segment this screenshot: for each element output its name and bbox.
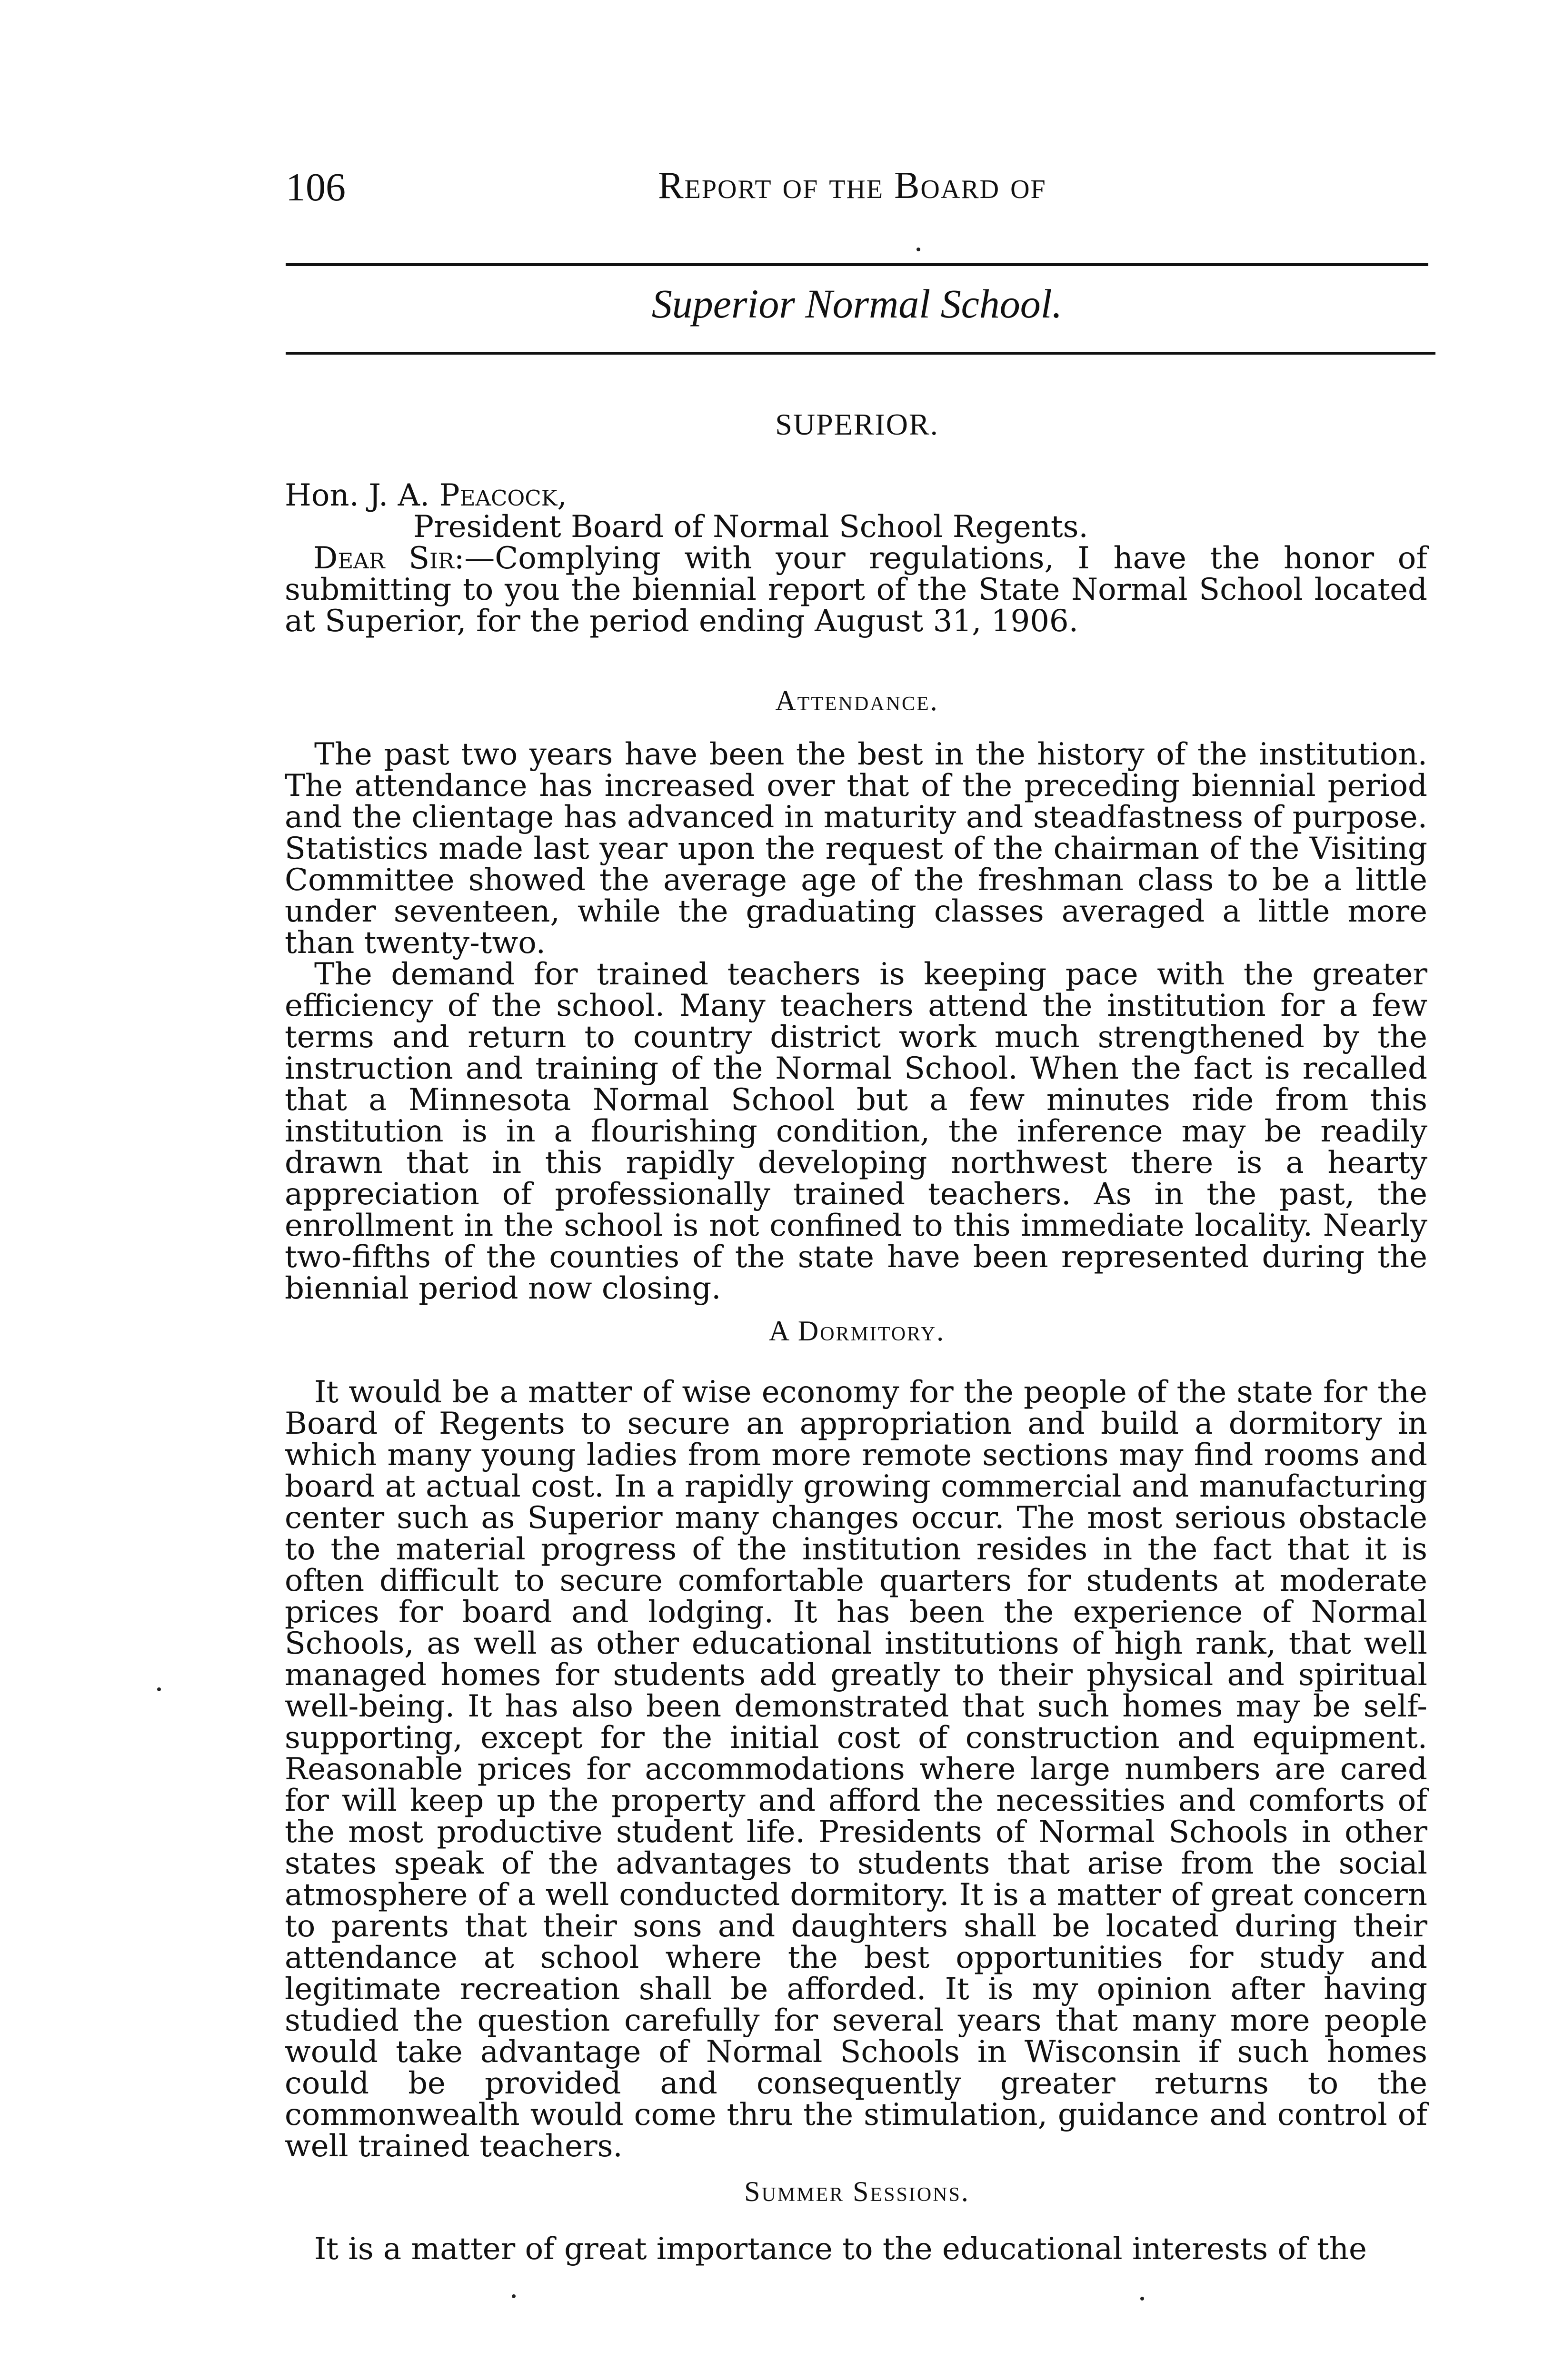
- print-speck: [157, 1687, 161, 1691]
- paragraph: It is a matter of great importance to the educational interests of the: [314, 2231, 1367, 2267]
- paragraph: It would be a matter of wise economy for the people of the state for the Board of Regents to secure an appropriation and build a dormitory in which many young ladies from more remote sections may find rooms and board at actual cost. In a rapidly growing commercial and manufacturing center such as Superior many changes occur. The most serious obstacle to the material progress of the institution resides in the fact that it is often difficult to secure comfortable quarters for students at moderate prices for board and lodging. It has been the experience of Normal Schools, as well as other educational institutions of high rank, that well managed homes for students add greatly to their physical and spiritual well-being. It has also been demonstrated that such homes may be self-supporting, except for the initial cost of construction and equipment. Reasonable prices for accommodations where large numbers are cared for will keep up the property and afford the necessities and comforts of the most productive student life. Presidents of Normal Schools in other states speak of the advantages to students that arise from the social atmosphere of a well conducted dormitory. It is a matter of great concern to parents that their sons and daughters shall be located during their attendance at school where the best opportunities for study and legitimate recreation shall be afforded. It is my opinion after having studied the question carefully for several years that many more people would take advantage of Normal Schools in Wisconsin if such homes could be provided and consequently greater returns to the commonwealth would come thru the stimulation, guidance and control of well trained teachers.: [285, 1375, 1427, 2164]
- section-title: Superior Normal School.: [651, 281, 1063, 327]
- header-rule-bottom: [286, 352, 1435, 355]
- paragraph: The demand for trained teachers is keeping pace with the greater efficiency of the school. Many teachers attend the institution for a few terms and return to country district work much strengthened by the instruction and training of the Normal School. When the fact is recalled that a Minnesota Normal School but a few minutes ride from this institution is in a flourishing condition, the inference may be readily drawn that in this rapidly developing northwest there is a hearty appreciation of professionally trained teachers. As in the past, the enrollment in the school is not confined to this immediate locality. Nearly two-fifths of the counties of the state have been represented during the biennial period now closing.: [285, 957, 1427, 1306]
- address-block: [285, 480, 1427, 637]
- section-heading-attendance: Attendance.: [775, 685, 939, 716]
- print-speck: [512, 2294, 516, 2298]
- section-heading-dormitory: A Dormitory.: [768, 1315, 946, 1347]
- page-number: 106: [286, 165, 346, 209]
- section-heading-summer-sessions: Summer Sessions.: [744, 2176, 970, 2207]
- addressee-line: [285, 480, 1427, 511]
- print-speck: [916, 248, 920, 251]
- addressee-title: President Board of Normal School Regents.: [413, 509, 1088, 545]
- page-header: [286, 164, 1428, 217]
- paragraph: The past two years have been the best in the history of the institution. The attendance has increased over that of the preceding biennial period and the clientage has advanced in maturity and steadfastness of purpose. Statistics made last year upon the request of the chairman of the Visiting Committee showed the average age of the freshman class to be a little under seventeen, while the graduating classes averaged a little more than twenty-two.: [285, 737, 1427, 961]
- section-body-summer-sessions: [285, 2233, 1427, 2265]
- header-rule-top: [286, 263, 1428, 266]
- section-body-attendance: [285, 739, 1427, 1304]
- section-body-dormitory: [285, 1377, 1427, 2162]
- addressee-prefix: Hon. J. A.: [285, 478, 439, 513]
- running-head: Report of the Board of: [658, 165, 1046, 207]
- salutation: Dear Sir:: [313, 541, 465, 576]
- addressee-name: Peacock,: [439, 478, 567, 513]
- print-speck: [1140, 2297, 1144, 2301]
- salutation-text: —Complying with your regulations, I have the honor of submitting to you the biennial report of the State Normal School located at Superior, for the period ending August 31, 1906.: [285, 541, 1427, 639]
- salutation-paragraph: [285, 543, 1427, 637]
- institution-heading: SUPERIOR.: [775, 407, 939, 441]
